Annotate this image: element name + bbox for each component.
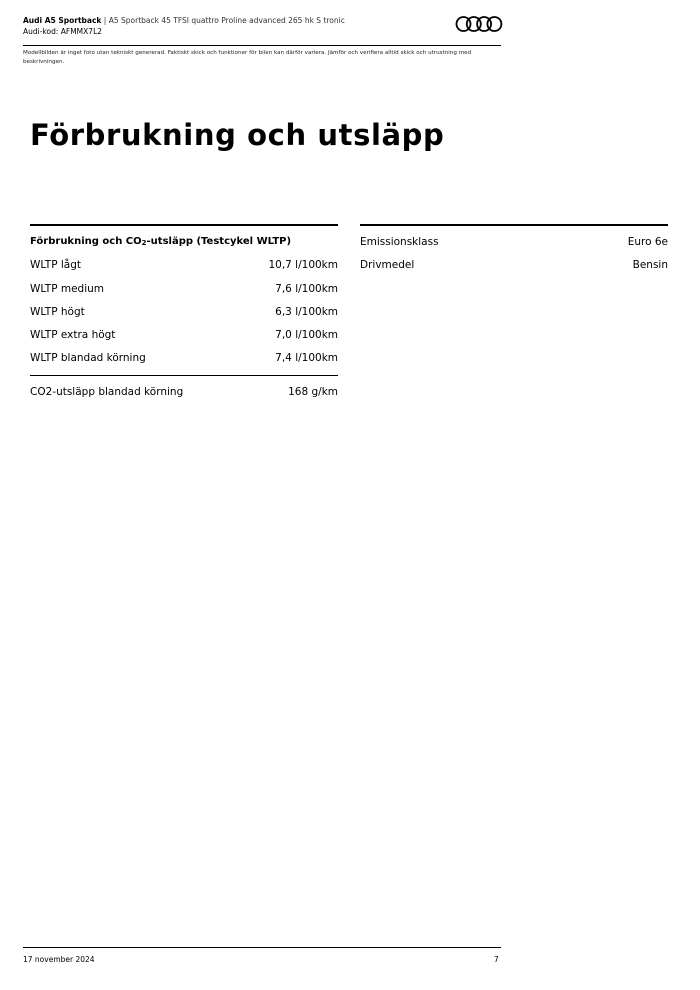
- footer-divider: [23, 947, 501, 948]
- emissions-table-top-rule: [360, 224, 668, 226]
- table-row: [360, 259, 668, 271]
- row-value: 168 g/km: [288, 386, 338, 398]
- row-value: 6,3 l/100km: [275, 306, 338, 318]
- table-row: [30, 352, 338, 364]
- audi-code: Audi-kod: AFMMX7L2: [23, 27, 103, 36]
- heading-text-start: Förbrukning och CO: [30, 236, 142, 247]
- page-title: Förbrukning och utsläpp: [30, 118, 445, 152]
- row-value: 7,6 l/100km: [275, 283, 338, 295]
- row-label: CO2-utsläpp blandad körning: [30, 386, 184, 398]
- row-value: Euro 6e: [627, 236, 668, 248]
- row-value: Bensin: [632, 259, 668, 271]
- co2-row: [30, 386, 338, 398]
- heading-subscript: 2: [141, 239, 147, 247]
- row-label: WLTP medium: [30, 283, 105, 295]
- page-number: 7: [494, 955, 499, 964]
- table-row: [30, 329, 338, 341]
- row-value: 7,4 l/100km: [275, 352, 338, 364]
- model-variant: A5 Sportback 45 TFSI quattro Proline advanced 265 hk S tronic: [108, 16, 345, 25]
- model-name: Audi A5 Sportback: [23, 16, 102, 25]
- table-row: [30, 306, 338, 318]
- row-value: 10,7 l/100km: [268, 259, 338, 271]
- row-label: WLTP extra högt: [30, 329, 116, 341]
- row-label: WLTP lågt: [30, 259, 82, 271]
- header-separator: |: [103, 16, 107, 25]
- table-row: [30, 283, 338, 295]
- disclaimer-text: Modellbilden är inget foto utan tekniskt genererad. Faktiskt skick och funktioner för bilen kan därför variera. Jämför och verifiera alltid skick och utrustning med beskrivningen.: [23, 50, 472, 65]
- heading-text-end: -utsläpp (Testcykel WLTP): [146, 236, 292, 247]
- row-value: 7,0 l/100km: [275, 329, 338, 341]
- header-divider: [23, 45, 501, 46]
- table-row: [30, 259, 338, 271]
- row-label: Emissionsklass: [360, 236, 439, 248]
- table-row: [360, 236, 668, 248]
- co2-divider: [30, 375, 338, 376]
- row-label: WLTP högt: [30, 306, 85, 318]
- footer-date: 17 november 2024: [23, 955, 95, 964]
- audi-rings-logo: [455, 15, 503, 33]
- row-label: Drivmedel: [360, 259, 415, 271]
- row-label: WLTP blandad körning: [30, 352, 146, 364]
- consumption-table-top-rule: [30, 224, 338, 226]
- consumption-table-heading: [30, 236, 291, 247]
- header-model-line: [23, 16, 345, 25]
